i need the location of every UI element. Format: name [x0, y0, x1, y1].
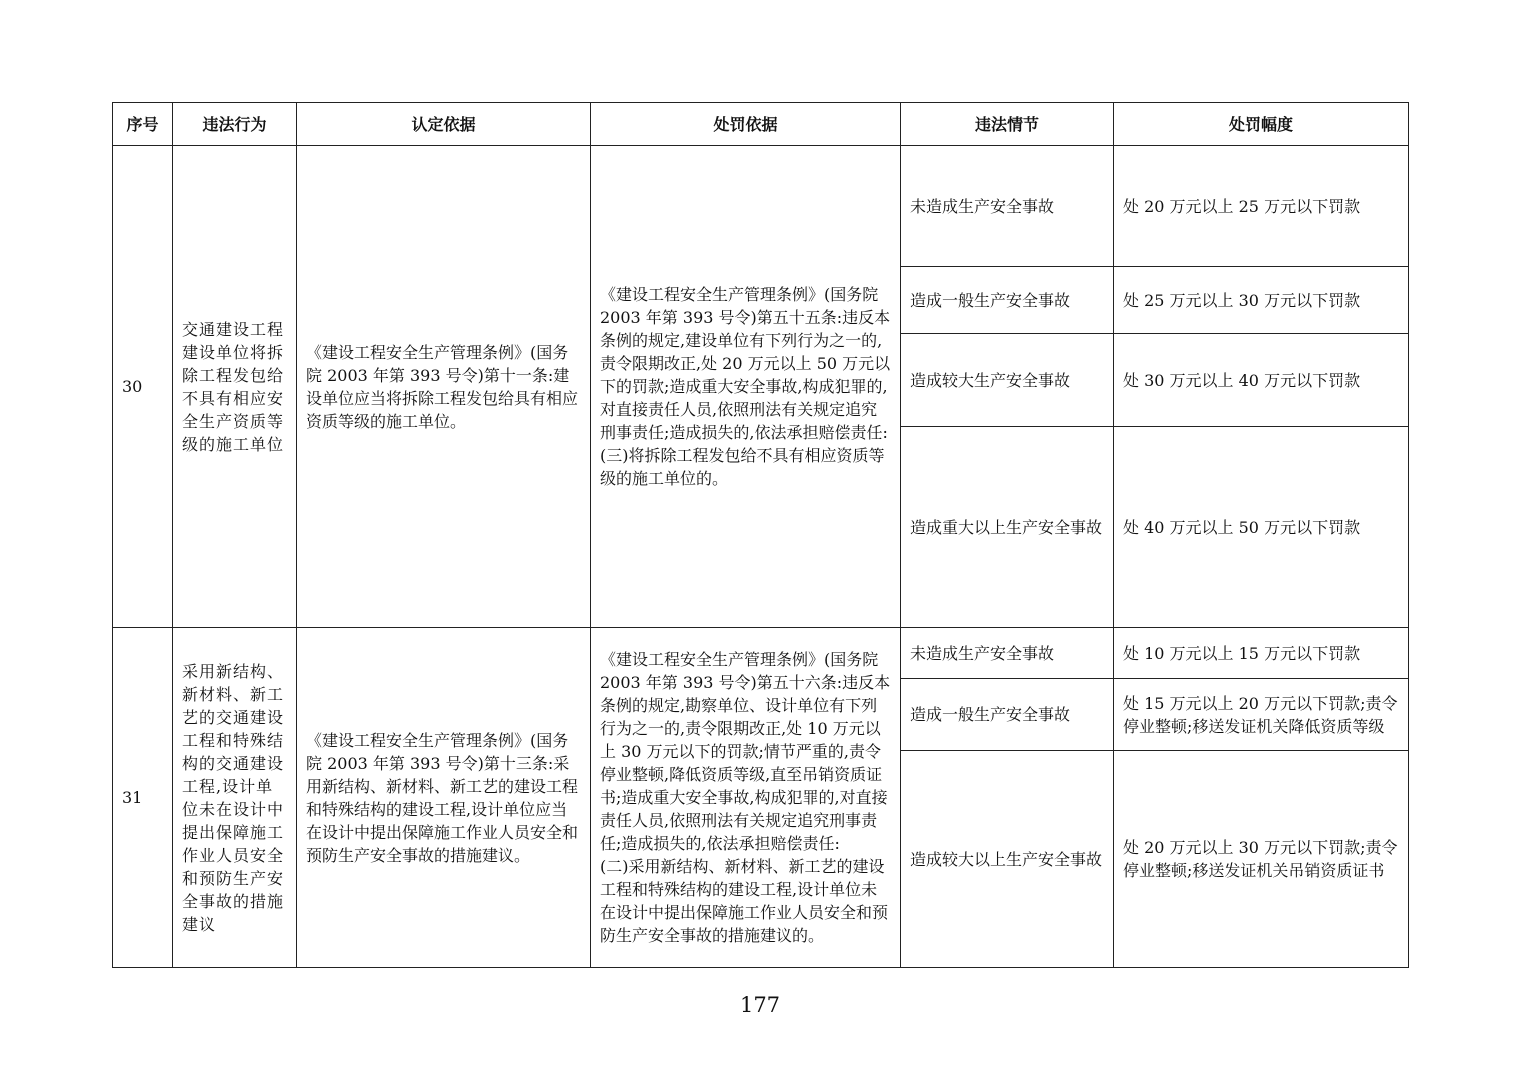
row-31-number: 31	[113, 628, 173, 968]
row-31-circumstance-2: 造成一般生产安全事故	[901, 679, 1114, 751]
penalty-table	[112, 102, 1409, 968]
header-penalty-basis: 处罚依据	[591, 103, 901, 146]
row-30-circumstance-3: 造成较大生产安全事故	[901, 334, 1114, 427]
row-30-penalty-basis	[591, 146, 901, 628]
row-31-determination-basis: 《建设工程安全生产管理条例》(国务院 2003 年第 393 号令)第十三条:采用新结构、新材料、新工艺的建设工程和特殊结构的建设工程,设计单位应当在设计中提出保障施工作业人员安全和预防生产安全事故的措施建议。	[297, 628, 591, 968]
table-header-row	[113, 103, 1409, 146]
row-31-penalty-1: 处 10 万元以上 15 万元以下罚款	[1114, 628, 1409, 679]
header-penalty-range: 处罚幅度	[1114, 103, 1409, 146]
row-30-penalty-4: 处 40 万元以上 50 万元以下罚款	[1114, 427, 1409, 628]
row-30-number: 30	[113, 146, 173, 628]
row-30-penalty-2: 处 25 万元以上 30 万元以下罚款	[1114, 267, 1409, 334]
row-30-circumstance-1: 未造成生产安全事故	[901, 146, 1114, 267]
header-serial-number: 序号	[113, 103, 173, 146]
row-31-violation: 采用新结构、新材料、新工艺的交通建设工程和特殊结构的交通建设工程,设计单位未在设计中提出保障施工作业人员安全和预防生产安全事故的措施建议	[173, 628, 297, 968]
row-31-penalty-2: 处 15 万元以上 20 万元以下罚款;责令停业整顿;移送发证机关降低资质等级	[1114, 679, 1409, 751]
row-30-penalty-3: 处 30 万元以上 40 万元以下罚款	[1114, 334, 1409, 427]
row-30-penalty-basis-text: 《建设工程安全生产管理条例》(国务院 2003 年第 393 号令)第五十五条:违反本条例的规定,建设单位有下列行为之一的,责令限期改正,处 20 万元以上 50 万元以下的罚款;造成重大安全事故,构成犯罪的,对直接责任人员,依照刑法有关规定追究刑事责任;造成损失的,依法承担赔偿责任: (三)将拆除工程发包给不具有相应资质等级的施工单位的。	[600, 285, 891, 488]
header-circumstance: 违法情节	[901, 103, 1114, 146]
row-30-determination-basis: 《建设工程安全生产管理条例》(国务院 2003 年第 393 号令)第十一条:建设单位应当将拆除工程发包给具有相应资质等级的施工单位。	[297, 146, 591, 628]
header-determination-basis: 认定依据	[297, 103, 591, 146]
row-31-penalty-basis-text: 《建设工程安全生产管理条例》(国务院 2003 年第 393 号令)第五十六条:违反本条例的规定,勘察单位、设计单位有下列行为之一的,责令限期改正,处 10 万元以上 30 万元以下的罚款;情节严重的,责令停业整顿,降低资质等级,直至吊销资质证书;造成重大安全事故,构成犯罪的,对直接责任人员,依照刑法有关规定追究刑事责任;造成损失的,依法承担赔偿责任: (二)采用新结构、新材料、新工艺的建设工程和特殊结构的建设工程,设计单位未在设计中提出保障施工作业人员安全和预防生产安全事故的措施建议的。	[600, 650, 891, 945]
row-30-circumstance-4: 造成重大以上生产安全事故	[901, 427, 1114, 628]
row-30-penalty-1: 处 20 万元以上 25 万元以下罚款	[1114, 146, 1409, 267]
row-31-penalty-3: 处 20 万元以上 30 万元以下罚款;责令停业整顿;移送发证机关吊销资质证书	[1114, 751, 1409, 968]
header-violation: 违法行为	[173, 103, 297, 146]
table-row	[113, 146, 1409, 267]
page-number: 177	[739, 993, 781, 1017]
row-31-circumstance-3: 造成较大以上生产安全事故	[901, 751, 1114, 968]
row-30-violation: 交通建设工程建设单位将拆除工程发包给不具有相应安全生产资质等级的施工单位	[173, 146, 297, 628]
row-31-penalty-basis	[591, 628, 901, 968]
row-30-circumstance-2: 造成一般生产安全事故	[901, 267, 1114, 334]
table-row	[113, 628, 1409, 679]
row-31-circumstance-1: 未造成生产安全事故	[901, 628, 1114, 679]
